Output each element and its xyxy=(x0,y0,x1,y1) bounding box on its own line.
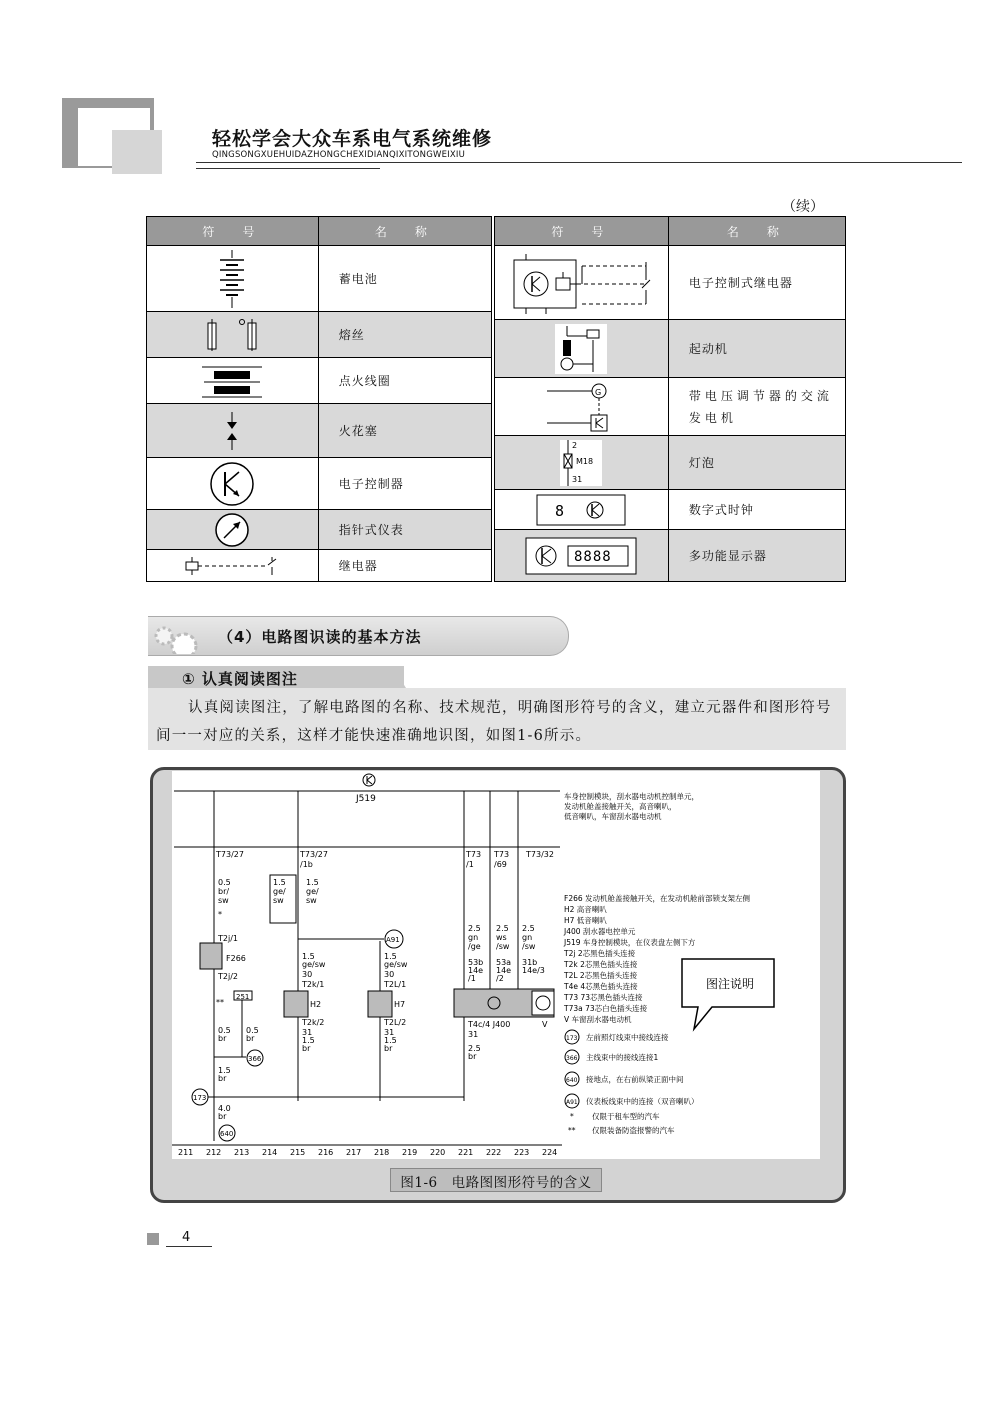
wire-label: /1 xyxy=(468,974,476,983)
legend xyxy=(563,893,751,1135)
legend-note-mark: ** xyxy=(568,1126,576,1135)
wire-label: 2.5 xyxy=(496,924,509,933)
j519-symbol-icon xyxy=(363,774,375,786)
wire-label: br xyxy=(246,1034,255,1043)
wire-label: 14e/3 xyxy=(522,966,545,975)
header-decor-light xyxy=(112,130,162,174)
legend-node-text: 主线束中的接线连接1 xyxy=(586,1053,659,1062)
wire-label: 1.5 xyxy=(273,878,286,887)
symbol-name: 数字式时钟 xyxy=(668,490,845,530)
bulb-label-mid: M18 xyxy=(576,456,594,466)
symbol-name: 指针式仪表 xyxy=(318,510,491,550)
wire-label: 14e xyxy=(496,966,512,975)
legend-item: T2L 2芯黑色插头连接 xyxy=(564,971,638,980)
star-marker: * xyxy=(218,910,222,919)
callout-label: 图注说明 xyxy=(706,977,755,991)
j519-desc-2: 发动机舱盖接触开关，高音喇叭， xyxy=(564,802,677,811)
axis-label: 219 xyxy=(402,1148,418,1157)
book-subtitle: QINGSONGXUEHUIDAZHONGCHEXIDIANQIXITONGWEIXIU xyxy=(212,150,466,160)
wire-label: 2.5 xyxy=(468,1044,481,1053)
wire-label: br xyxy=(302,1044,311,1053)
legend-node-text: 左前照灯线束中接线连接 xyxy=(586,1033,669,1042)
spark-plug-icon xyxy=(147,404,319,458)
legend-item: H2 高音喇叭 xyxy=(564,905,607,914)
symbol-table-right xyxy=(494,216,846,582)
wire-label: gn xyxy=(468,933,479,942)
wire-label: ws xyxy=(496,933,507,942)
battery-icon xyxy=(147,246,319,312)
wire-label: sw xyxy=(273,896,284,905)
wire-label: br xyxy=(218,1074,227,1083)
wire-label: 31b xyxy=(522,958,538,967)
legend-note-mark: * xyxy=(570,1112,574,1121)
t2j2-label: T2j/2 xyxy=(218,972,238,981)
subsection-bar-end xyxy=(392,666,406,688)
relay-icon xyxy=(147,550,319,582)
wire-label: br xyxy=(218,1034,227,1043)
wire-label: 14e xyxy=(468,966,484,975)
symbol-name: 蓄电池 xyxy=(318,246,491,312)
pointer-gauge-icon xyxy=(147,510,319,550)
legend-node-text: 接地点，在右前纵梁正面中间 xyxy=(586,1075,684,1084)
connector-t73-27a: T73/27 xyxy=(216,850,244,859)
connector-t73a: T73 xyxy=(466,850,482,859)
axis-label: 223 xyxy=(514,1148,530,1157)
t2l2-label: T2L/2 xyxy=(384,1018,407,1027)
axis-label: 214 xyxy=(262,1148,278,1157)
horn-h7-icon xyxy=(368,991,392,1017)
clock-digit: 8 xyxy=(555,501,565,520)
legend-item: T2j 2芯黑色插头连接 xyxy=(564,949,636,958)
electronic-controller-icon xyxy=(147,458,319,510)
axis-label: 220 xyxy=(430,1148,446,1157)
page-number-marker xyxy=(147,1233,159,1245)
legend-item: T73 73芯黑色插头连接 xyxy=(564,993,643,1002)
connector-t73b: T73 xyxy=(494,850,510,859)
wire-label: 0.5 xyxy=(218,878,231,887)
j519-label: J519 xyxy=(356,794,376,804)
j519-desc-1: 车身控制模块，刮水器电动机控制单元， xyxy=(564,792,699,801)
axis-label: 213 xyxy=(234,1148,250,1157)
wire-label: /ge xyxy=(468,942,481,951)
symbol-name: 熔丝 xyxy=(318,312,491,358)
axis-label: 212 xyxy=(206,1148,222,1157)
multi-display-icon xyxy=(495,530,669,582)
svg-text:G: G xyxy=(595,387,602,397)
page-number: 4 xyxy=(182,1230,191,1245)
axis-label: 211 xyxy=(178,1148,194,1157)
digital-clock-icon xyxy=(495,490,669,530)
t2l1-label: T2L/1 xyxy=(384,980,407,989)
figure-caption: 图1-6 电路图图形符号的含义 xyxy=(400,1175,592,1191)
wire-label: 1.5 xyxy=(306,878,319,887)
legend-node-id: A91 xyxy=(566,1099,578,1106)
wire-label: /2 xyxy=(496,974,504,983)
alternator-icon xyxy=(495,378,669,436)
wire-label: sw xyxy=(306,896,317,905)
col-name-header: 名 称 xyxy=(318,217,491,246)
axis-label: 215 xyxy=(290,1148,306,1157)
wire-label: br/ xyxy=(218,887,230,896)
gear-icon xyxy=(150,622,202,654)
axis-label: 221 xyxy=(458,1148,474,1157)
wire-label: 1.5 xyxy=(218,1066,231,1075)
connector-t73-1: /1 xyxy=(466,860,474,869)
legend-node-id: 640 xyxy=(566,1077,578,1084)
col-symbol-header: 符 号 xyxy=(147,217,319,246)
col-name-header: 名 称 xyxy=(668,217,845,246)
symbol-name: 多功能显示器 xyxy=(668,530,845,582)
col-symbol-header: 符 号 xyxy=(495,217,669,246)
legend-node-id: 173 xyxy=(566,1035,578,1042)
starter-icon xyxy=(495,320,669,378)
node-a91: A91 xyxy=(386,936,400,944)
symbol-name: 继电器 xyxy=(318,550,491,582)
double-star-marker: ** xyxy=(216,998,224,1007)
wire-label: 30 xyxy=(384,970,395,979)
v-label: V xyxy=(542,1020,548,1029)
wire-label: ge/ xyxy=(273,887,286,896)
wire-label: 0.5 xyxy=(246,1026,259,1035)
wire-label: 4.0 xyxy=(218,1104,231,1113)
t2k1-label: T2k/1 xyxy=(302,980,325,989)
wire-label: 1.5 xyxy=(384,952,397,961)
symbol-name: 点火线圈 xyxy=(318,358,491,404)
connector-t73-27b: T73/27 xyxy=(300,850,328,859)
body-paragraph: 认真阅读图注，了解电路图的名称、技术规范，明确图形符号的含义，建立元器件和图形符号间一一对应的关系，这样才能快速准确地识图，如图1-6所示。 xyxy=(156,700,832,744)
wire-label: 53b xyxy=(468,958,484,967)
axis-label: 216 xyxy=(318,1148,334,1157)
axis-label: 218 xyxy=(374,1148,390,1157)
wire-label: 1.5 xyxy=(302,952,315,961)
fuse-icon xyxy=(147,312,319,358)
symbol-table-left xyxy=(146,216,492,582)
wire-label: ge/ xyxy=(306,887,319,896)
h2-label: H2 xyxy=(310,1000,322,1009)
legend-item: V 车窗刮水器电动机 xyxy=(564,1015,632,1024)
symbol-name: 电子控制式继电器 xyxy=(668,246,845,320)
bulb-icon xyxy=(495,436,669,490)
symbol-name: 起动机 xyxy=(668,320,845,378)
subsection-title: ① 认真阅读图注 xyxy=(182,670,298,688)
header-rule xyxy=(196,162,962,163)
h7-label: H7 xyxy=(394,1000,406,1009)
wiper-motor-icon xyxy=(532,991,554,1015)
connector-t73-32: T73/32 xyxy=(526,850,554,859)
axis-label: 222 xyxy=(486,1148,502,1157)
wire-label: 31 xyxy=(302,1028,313,1037)
node-366: 366 xyxy=(248,1055,262,1063)
wire-label: 2.5 xyxy=(522,924,535,933)
header-rule-short xyxy=(196,168,380,169)
j400-label: T4c/4 J400 xyxy=(468,1020,511,1029)
symbol-name: 灯泡 xyxy=(668,436,845,490)
section-title: （4）电路图识读的基本方法 xyxy=(218,628,422,646)
wire-label: br xyxy=(218,1112,227,1121)
horn-h2-icon xyxy=(284,991,308,1017)
symbol-name: 火花塞 xyxy=(318,404,491,458)
page-number-rule xyxy=(166,1246,212,1247)
legend-node-id: 366 xyxy=(566,1055,578,1062)
f266-label: F266 xyxy=(226,954,246,963)
wire-label: 30 xyxy=(302,970,313,979)
legend-item: J400 刮水器电控单元 xyxy=(564,927,636,936)
wire-label: 53a xyxy=(496,958,512,967)
node-173: 173 xyxy=(193,1094,207,1102)
axis-label: 217 xyxy=(346,1148,362,1157)
symbol-name: 带电压调节器的交流发电机 xyxy=(668,378,845,436)
legend-item: F266 发动机舱盖接触开关，在发动机舱前部锁支架左侧 xyxy=(564,894,751,903)
j519-desc-3: 低音喇叭，车窗刮水器电动机 xyxy=(564,812,662,821)
legend-item: T2k 2芯黑色插头连接 xyxy=(564,960,638,969)
wire-label: 2.5 xyxy=(468,924,481,933)
legend-note-text: 仅限于租车型的汽车 xyxy=(592,1112,660,1121)
wire-label: ge/sw xyxy=(384,960,408,969)
wire-label: 1.5 xyxy=(384,1036,397,1045)
legend-item: T4e 4芯黑色插头连接 xyxy=(564,982,638,991)
wire-label: br xyxy=(468,1052,477,1061)
axis-labels xyxy=(178,1148,557,1157)
display-digits: 8888 xyxy=(574,548,613,565)
connector-t73-69: /69 xyxy=(494,860,507,869)
wire-label: /sw xyxy=(496,942,510,951)
legend-item: J519 车身控制模块，在仪表盘左侧下方 xyxy=(564,938,696,947)
book-title: 轻松学会大众车系电气系统维修 xyxy=(212,128,493,150)
electronic-relay-icon xyxy=(495,246,669,320)
node-640: 640 xyxy=(220,1130,234,1138)
wire-label: 0.5 xyxy=(218,1026,231,1035)
legend-note-text: 仅限装备防盗报警的汽车 xyxy=(592,1126,675,1135)
ignition-coil-icon xyxy=(147,358,319,404)
continued-label: （续） xyxy=(782,199,824,215)
wire-label: ge/sw xyxy=(302,960,326,969)
legend-item: T73a 73芯白色插头连接 xyxy=(564,1004,648,1013)
wire-label: sw xyxy=(218,896,229,905)
bulb-label-top: 2 xyxy=(572,440,578,450)
wire-label: 31 xyxy=(384,1028,395,1037)
legend-node-text: 仪表板线束中的连接（双音喇叭） xyxy=(586,1097,699,1106)
connector-t73-1b: /1b xyxy=(300,860,313,869)
wire-label: br xyxy=(384,1044,393,1053)
node-251: 251 xyxy=(236,993,250,1001)
wire-label: 1.5 xyxy=(302,1036,315,1045)
wire-label: /sw xyxy=(522,942,536,951)
t2k2-label: T2k/2 xyxy=(302,1018,325,1027)
wiring-diagram xyxy=(172,771,820,1161)
symbol-name: 电子控制器 xyxy=(318,458,491,510)
wire-label: gn xyxy=(522,933,533,942)
legend-item: H7 低音喇叭 xyxy=(564,916,607,925)
axis-label: 224 xyxy=(542,1148,558,1157)
t2j1-label: T2j/1 xyxy=(218,934,238,943)
bulb-label-bot: 31 xyxy=(572,474,583,484)
wire-label: 31 xyxy=(468,1030,479,1039)
